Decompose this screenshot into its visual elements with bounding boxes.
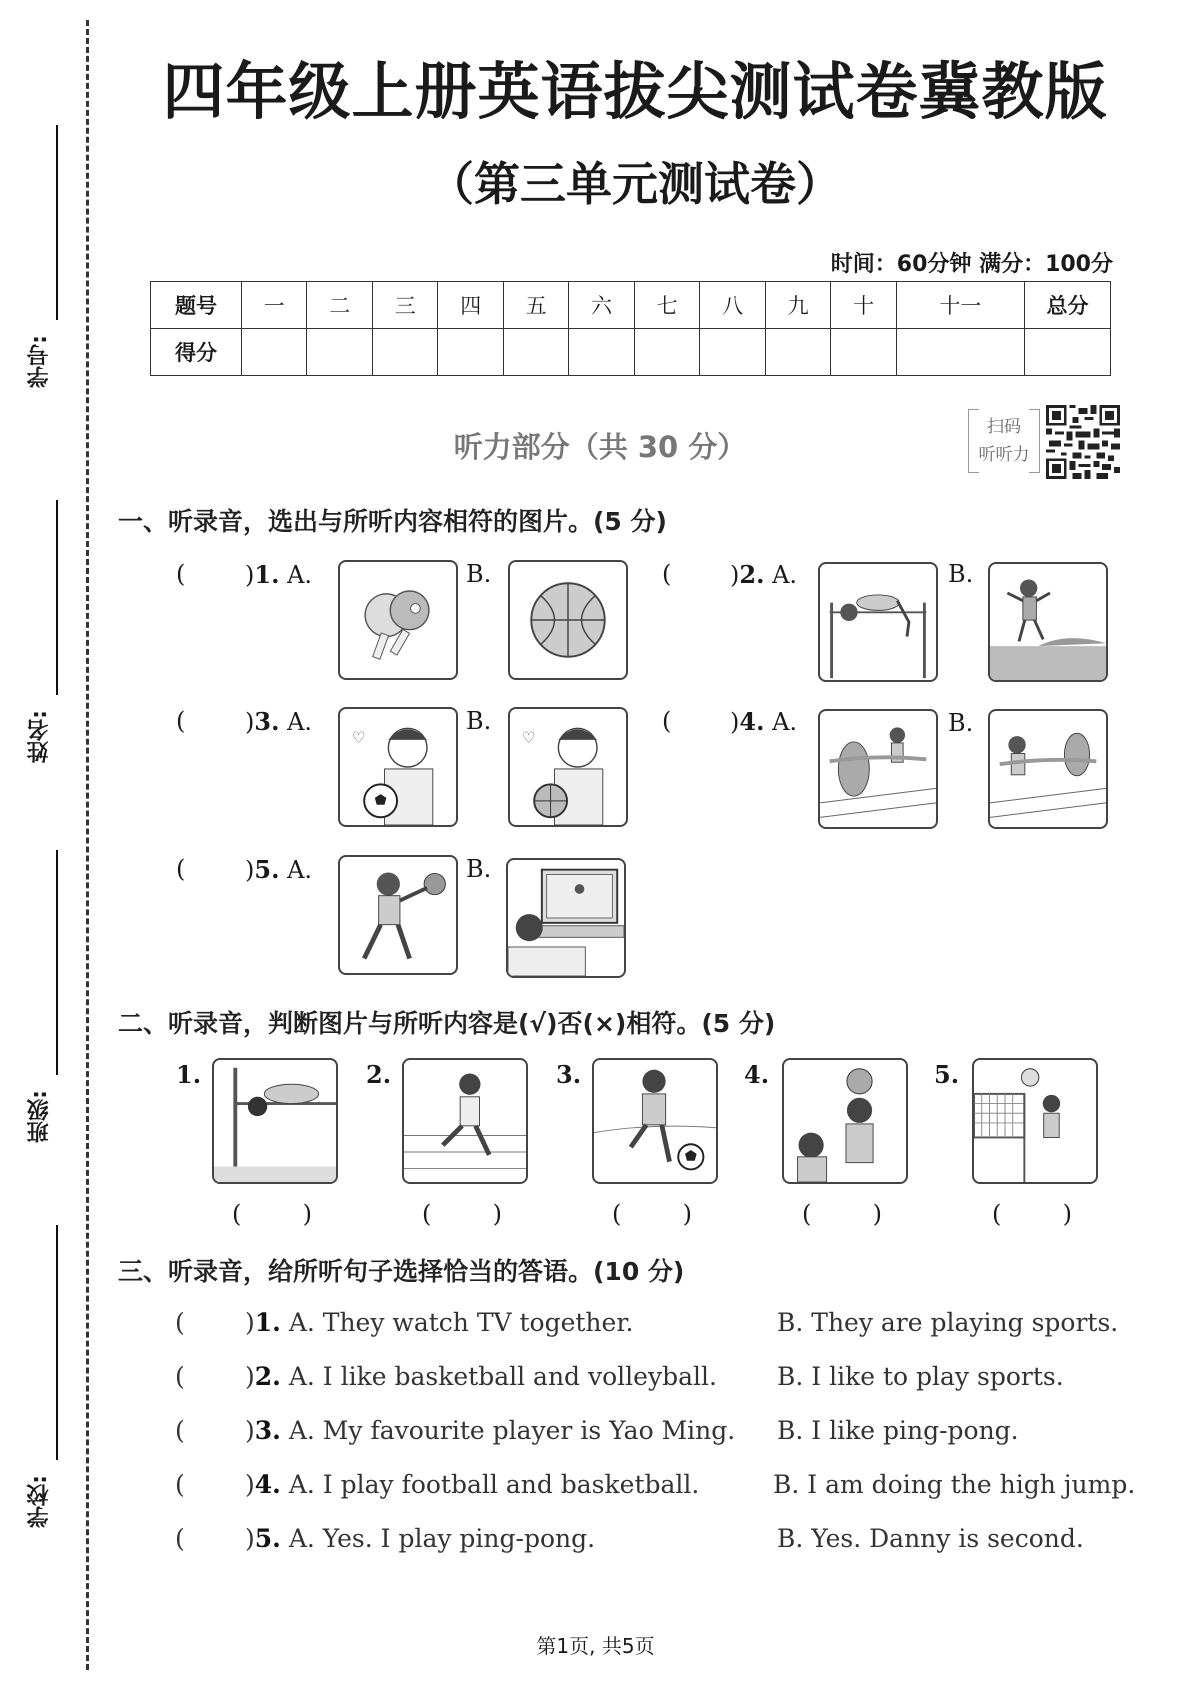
score-table [150, 281, 1111, 376]
score-cell[interactable] [372, 329, 437, 376]
option-a-label: A. [287, 561, 313, 589]
svg-text:♡: ♡ [521, 728, 536, 747]
page-indicator: 第1页, 共5页 [536, 1634, 655, 1658]
answer-blank[interactable]: ( ) [232, 1200, 312, 1228]
column-header: 四 [438, 282, 503, 329]
column-header: 八 [700, 282, 765, 329]
answer-blank[interactable]: ( [662, 707, 672, 735]
option-b: B. I like to play sports. [777, 1362, 1064, 1391]
answer-blank[interactable]: ( [662, 560, 672, 588]
option-a: A. I like basketball and volleyball. [288, 1362, 717, 1391]
question-number: 3. [254, 707, 280, 736]
answer-blank[interactable]: ( [176, 707, 186, 735]
item-number: 1. [176, 1060, 202, 1089]
basketball-image[interactable] [508, 560, 628, 680]
binding-dashed-line [86, 20, 89, 1670]
qr-hint-line1: 扫码 [987, 417, 1021, 437]
answer-blank[interactable]: ( ) [612, 1200, 692, 1228]
question-number: 1. [254, 560, 280, 589]
answer-blank[interactable]: ( ) [802, 1200, 882, 1228]
total-score-cell[interactable] [1025, 329, 1111, 376]
column-header: 七 [634, 282, 699, 329]
answer-blank[interactable]: ( [176, 560, 186, 588]
option-b: B. They are playing sports. [777, 1308, 1119, 1337]
score-table-score-row [151, 329, 1111, 376]
score-row-label: 得分 [151, 329, 242, 376]
score-table-header-row [151, 282, 1111, 329]
option-a: A. Yes. I play ping-pong. [288, 1524, 596, 1553]
score-cell[interactable] [634, 329, 699, 376]
question-number: 2. [739, 560, 765, 589]
item-number: 3. [556, 1060, 582, 1089]
race-mascot-first-image[interactable] [818, 709, 938, 829]
option-b: B. I am doing the high jump. [773, 1470, 1136, 1499]
boys-playing-basketball-image[interactable] [782, 1058, 908, 1184]
column-header: 五 [503, 282, 568, 329]
question-number: 2. [254, 1362, 281, 1391]
race-girl-first-image[interactable] [988, 709, 1108, 829]
question-number: 5. [254, 855, 280, 884]
score-cell[interactable] [831, 329, 896, 376]
boy-high-jump-image[interactable] [818, 562, 938, 682]
boy-holding-football-image[interactable] [338, 707, 458, 827]
boy-playing-football-image[interactable] [592, 1058, 718, 1184]
page-title: 四年级上册英语拔尖测试卷冀教版 [162, 55, 1108, 128]
answer-blank[interactable]: ( [175, 1308, 185, 1337]
item-number: 5. [934, 1060, 960, 1089]
qr-hint-line2: 听听力 [978, 445, 1030, 465]
girl-high-jump-image[interactable] [212, 1058, 338, 1184]
answer-blank[interactable]: ( [176, 855, 186, 883]
question-number-wrap: )3. A. [245, 707, 313, 736]
page-subtitle: （第三单元测试卷） [428, 157, 842, 211]
question-number-wrap: )2. A. [730, 560, 798, 589]
question-number-wrap: )4. A. [730, 707, 798, 736]
question-number-wrap: )1. A. [245, 560, 313, 589]
option-b-label: B. [466, 855, 492, 883]
score-cell[interactable] [503, 329, 568, 376]
answer-blank[interactable]: ( [175, 1470, 185, 1499]
option-b-label: B. [466, 560, 492, 588]
column-header: 十一 [896, 282, 1024, 329]
answer-blank[interactable]: ( ) [422, 1200, 502, 1228]
score-cell[interactable] [896, 329, 1024, 376]
score-cell[interactable] [569, 329, 634, 376]
boy-dribbling-basketball-image[interactable] [338, 855, 458, 975]
student-number-label: 学号: [27, 335, 52, 388]
part3-title: 三、听录音，给所听句子选择恰当的答语。(10 分) [118, 1257, 685, 1286]
column-header: 三 [372, 282, 437, 329]
column-header: 六 [569, 282, 634, 329]
option-b: B. I like ping-pong. [777, 1416, 1019, 1445]
student-name-label: 姓名: [27, 710, 52, 763]
question-number: 4. [739, 707, 765, 736]
score-cell[interactable] [438, 329, 503, 376]
class-underline [56, 850, 58, 1075]
total-header: 总分 [1025, 282, 1111, 329]
option-a-label: A. [287, 856, 313, 884]
student-name-underline [56, 500, 58, 695]
option-b-label: B. [466, 707, 492, 735]
item-number: 4. [744, 1060, 770, 1089]
item-number: 2. [366, 1060, 392, 1089]
question-number: 3. [254, 1416, 281, 1445]
answer-blank[interactable]: ( [175, 1416, 185, 1445]
question-number: 4. [254, 1470, 281, 1499]
listening-section-header: 听力部分（共 30 分） [453, 430, 747, 464]
option-a-label: A. [287, 708, 313, 736]
question-number-header: 题号 [151, 282, 242, 329]
option-a-label: A. [772, 708, 798, 736]
answer-blank[interactable]: ( [175, 1362, 185, 1391]
column-header: 九 [765, 282, 830, 329]
question-number: 1. [254, 1308, 281, 1337]
class-label: 班级: [27, 1090, 52, 1143]
score-cell[interactable] [307, 329, 372, 376]
option-a: A. They watch TV together. [288, 1308, 634, 1337]
qr-code-icon[interactable] [1046, 405, 1120, 479]
option-b-label: B. [948, 560, 974, 588]
column-header: 一 [242, 282, 307, 329]
part2-title: 二、听录音，判断图片与所听内容是(√)否(×)相符。(5 分) [118, 1009, 776, 1038]
score-cell[interactable] [765, 329, 830, 376]
column-header: 十 [831, 282, 896, 329]
answer-blank[interactable]: ( [175, 1524, 185, 1553]
score-cell[interactable] [242, 329, 307, 376]
student-number-underline [56, 125, 58, 320]
boy-long-jump-image[interactable] [988, 562, 1108, 682]
school-underline [56, 1225, 58, 1460]
boy-holding-basketball-image[interactable] [508, 707, 628, 827]
school-label: 学校: [27, 1475, 52, 1528]
answer-blank[interactable]: ( ) [992, 1200, 1072, 1228]
option-a: A. My favourite player is Yao Ming. [288, 1416, 736, 1445]
option-b-label: B. [948, 709, 974, 737]
qr-hint [968, 405, 1040, 477]
option-b: B. Yes. Danny is second. [777, 1524, 1084, 1553]
question-number: 5. [254, 1524, 281, 1553]
girl-playing-volleyball-image[interactable] [972, 1058, 1098, 1184]
girl-running-image[interactable] [402, 1058, 528, 1184]
exam-info: 时间：60分钟 满分：100分 [830, 252, 1113, 277]
column-header: 二 [307, 282, 372, 329]
part1-title: 一、听录音，选出与所听内容相符的图片。(5 分) [118, 507, 667, 536]
ping-pong-paddles-image[interactable] [338, 560, 458, 680]
boy-watching-tv-image[interactable] [506, 858, 626, 978]
option-a: A. I play football and basketball. [288, 1470, 700, 1499]
score-cell[interactable] [700, 329, 765, 376]
option-a-label: A. [772, 561, 798, 589]
svg-text:♡: ♡ [351, 728, 366, 747]
question-number-wrap: )5. A. [245, 855, 313, 884]
